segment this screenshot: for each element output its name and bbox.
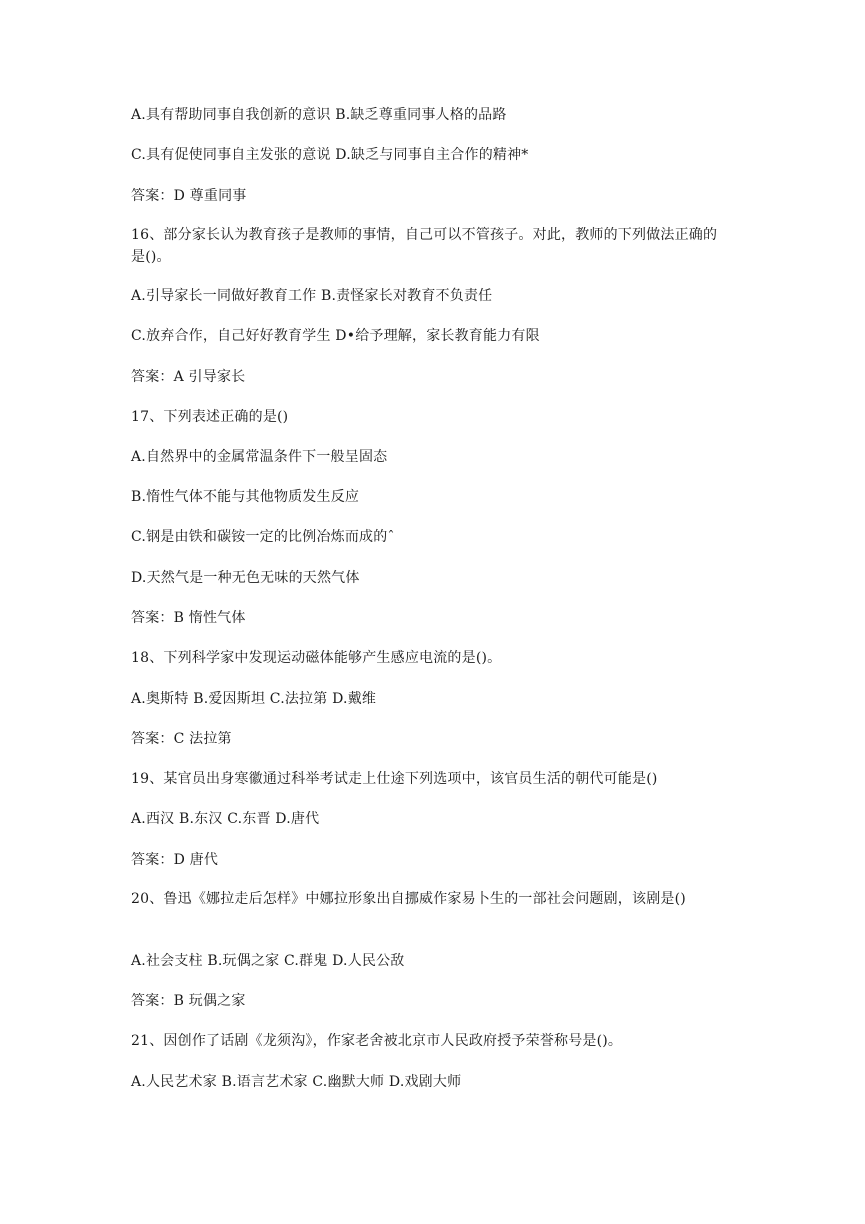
question-17: 17、下列表述正确的是()	[131, 409, 289, 425]
answer-line-19: 答案：D 唐代	[131, 852, 219, 868]
option-line-15cd: C.具有促使同事自主发张的意说 D.缺乏与同事自主合作的精神*	[131, 147, 529, 163]
question-21: 21、因创作了话剧《龙须沟》，作家老舍被北京市人民政府授予荣誉称号是()。	[131, 1033, 623, 1049]
option-17c: C.钢是由铁和碳铵一定的比例冶炼而成的ˆ	[131, 529, 395, 545]
option-line-16cd: C.放弃合作，自己好好教育学生 D•给予理解，家长教育能力有限	[131, 328, 540, 344]
option-17d: D.天然气是一种无色无味的天然气体	[131, 570, 360, 586]
option-line-20: A.社会支柱 B.玩偶之家 C.群鬼 D.人民公敌	[131, 953, 405, 969]
option-17b: B.惰性气体不能与其他物质发生反应	[131, 489, 360, 505]
answer-line-20: 答案：B 玩偶之家	[131, 993, 246, 1009]
option-17a: A.自然界中的金属常温条件下一般呈固态	[131, 449, 388, 465]
option-line-21: A.人民艺术家 B.语言艺术家 C.幽默大师 D.戏剧大师	[131, 1074, 462, 1090]
option-line-15ab: A.具有帮助同事自我创新的意识 B.缺乏尊重同事人格的品路	[131, 107, 507, 123]
answer-line-17: 答案：B 惰性气体	[131, 610, 246, 626]
option-line-16ab: A.引导家长一同做好教育工作 B.责怪家长对教育不负责任	[131, 288, 493, 304]
question-19: 19、某官员出身寒徽通过科举考试走上仕途下列选项中，该官员生活的朝代可能是()	[131, 771, 658, 787]
answer-line-15: 答案：D 尊重同事	[131, 188, 247, 204]
answer-line-18: 答案：C 法拉第	[131, 731, 232, 747]
option-line-19: A.西汉 B.东汉 C.东晋 D.唐代	[131, 811, 320, 827]
answer-line-16: 答案：A 引导家长	[131, 369, 246, 385]
question-18: 18、下列科学家中发现运动磁体能够产生感应电流的是()。	[131, 650, 502, 666]
question-16: 16、部分家长认为教育孩子是教师的事情，自己可以不管孩子。对此，教师的下列做法正确的是()。	[131, 227, 718, 265]
question-20: 20、鲁迅《娜拉走后怎样》中娜拉形象出自挪威作家易卜生的一部社会问题剧，该剧是()	[131, 891, 686, 907]
option-line-18: A.奥斯特 B.爱因斯坦 C.法拉第 D.戴维	[131, 691, 377, 707]
